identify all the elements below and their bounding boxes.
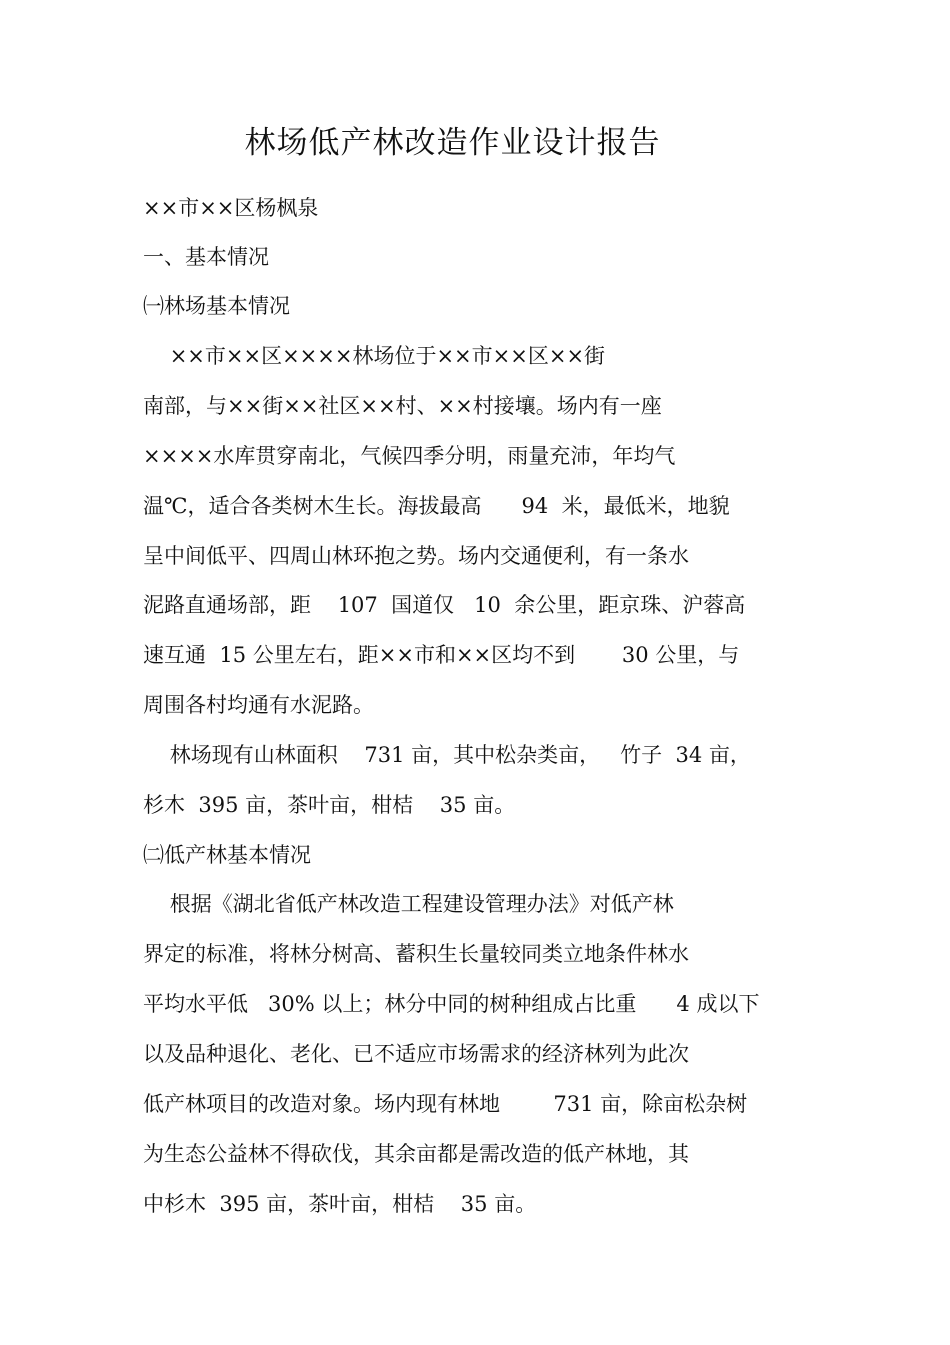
paragraph-line: 速互通 15 公里左右，距××市和××区均不到 30 公里，与 [143,643,740,667]
subsection-heading-low-yield-forest: ㈡低产林基本情况 [143,843,311,867]
paragraph-line: 界定的标准，将林分树高、蓄积生长量较同类立地条件林水 [143,942,689,966]
author-line: ××市××区杨枫泉 [143,196,319,220]
subsection-heading-forest-farm: ㈠林场基本情况 [143,294,290,318]
paragraph-line: 中杉木 395 亩，茶叶亩，柑桔 35 亩。 [143,1192,537,1216]
paragraph-line: 为生态公益林不得砍伐，其余亩都是需改造的低产林地，其 [143,1142,689,1166]
document-title: 林场低产林改造作业设计报告 [244,125,661,161]
paragraph-line: 周围各村均通有水泥路。 [143,693,374,717]
paragraph-line: 平均水平低 30% 以上；林分中同的树种组成占比重 4 成以下 [143,992,760,1016]
paragraph-line: ××××水库贯穿南北，气候四季分明，雨量充沛，年均气 [143,444,676,468]
paragraph-line: 以及品种退化、老化、已不适应市场需求的经济林列为此次 [143,1042,689,1066]
paragraph-line: 泥路直通场部，距 107 国道仅 10 余公里，距京珠、沪蓉高 [143,593,746,617]
paragraph-line: 杉木 395 亩，茶叶亩，柑桔 35 亩。 [143,793,516,817]
paragraph-line: 林场现有山林面积 731 亩，其中松杂类亩， 竹子 34 亩， [143,743,751,767]
paragraph-line: 南部，与××街××社区××村、××村接壤。场内有一座 [143,394,662,418]
paragraph-line: 根据《湖北省低产林改造工程建设管理办法》对低产林 [143,892,674,916]
paragraph-line: ××市××区××××林场位于××市××区××街 [143,344,606,368]
paragraph-line: 温℃，适合各类树木生长。海拔最高 94 米，最低米，地貌 [143,494,730,518]
paragraph-line: 低产林项目的改造对象。场内现有林地 731 亩，除亩松杂树 [143,1092,748,1116]
section-heading-basic-info: 一、基本情况 [143,245,269,269]
paragraph-line: 呈中间低平、四周山林环抱之势。场内交通便利，有一条水 [143,544,689,568]
